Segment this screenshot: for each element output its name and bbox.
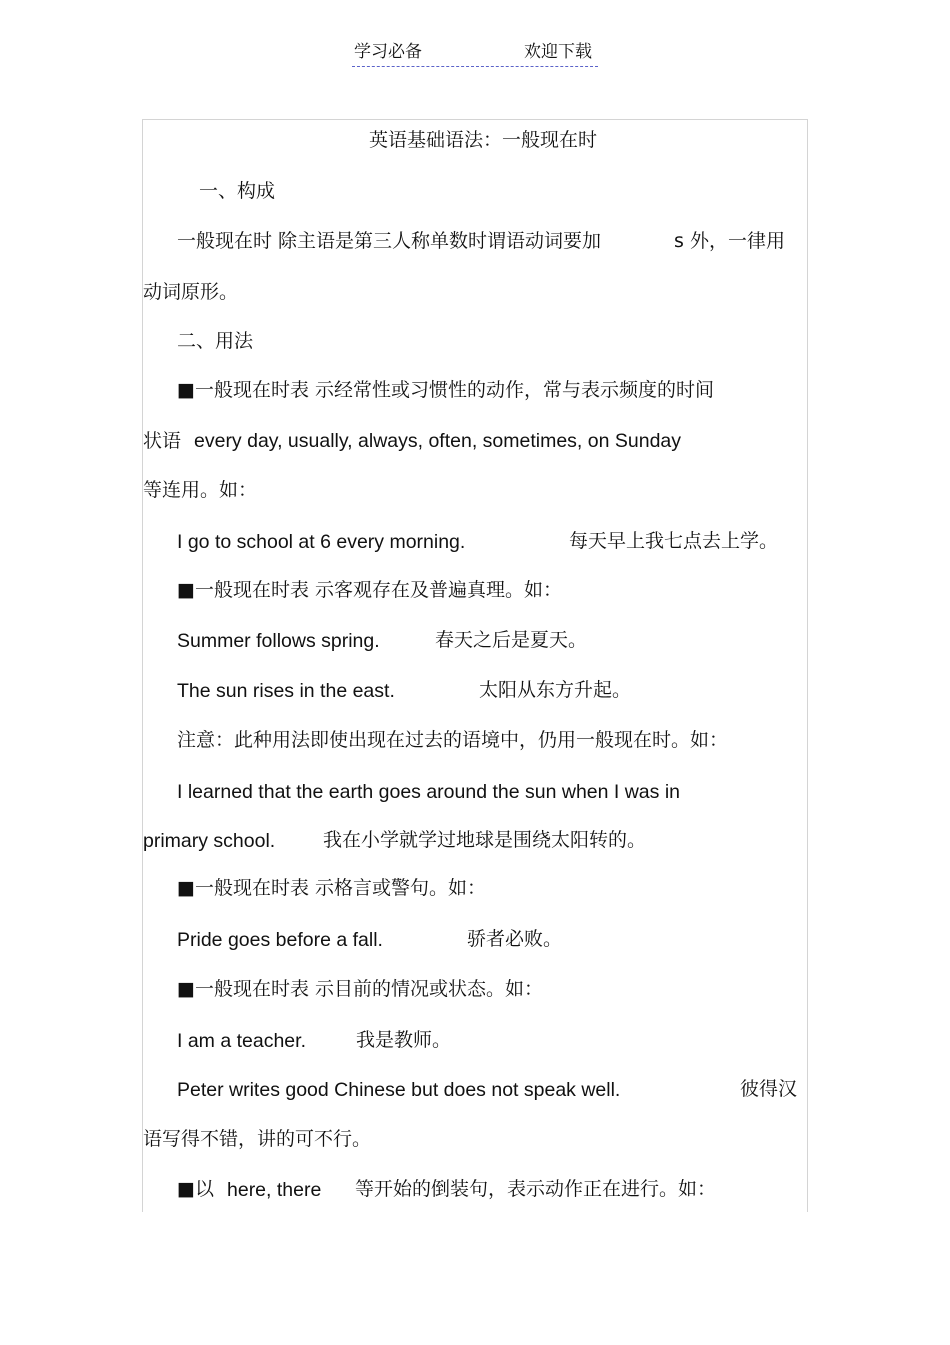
usage-text: 等连用。如： bbox=[143, 479, 258, 501]
usage-keywords-en: here, there bbox=[227, 1179, 322, 1201]
example-sentence-en: Peter writes good Chinese but does not speak well. bbox=[177, 1079, 621, 1101]
example-sentence-en: The sun rises in the east. bbox=[177, 680, 395, 702]
example-sentence-cn: 春天之后是夏天。 bbox=[435, 629, 588, 651]
usage-point: ■一般现在时表 示经常性或习惯性的动作，常与表示频度的时间 bbox=[177, 379, 714, 401]
usage-point: 等开始的倒装句，表示动作正在进行。如： bbox=[355, 1178, 717, 1200]
example-sentence-en: I learned that the earth goes around the sun when I was in bbox=[177, 781, 681, 803]
paragraph-text: 动词原形。 bbox=[143, 281, 239, 303]
example-sentence-cn: 彼得汉 bbox=[740, 1078, 798, 1100]
usage-point: ■一般现在时表 示格言或警句。如： bbox=[177, 877, 486, 899]
header-left-text: 学习必备 bbox=[354, 42, 422, 62]
section-heading-composition: 一、构成 bbox=[199, 180, 276, 202]
example-sentence-cn: 我在小学就学过地球是围绕太阳转的。 bbox=[323, 829, 647, 851]
document-title: 英语基础语法：一般现在时 bbox=[369, 129, 598, 151]
example-sentence-cn: 我是教师。 bbox=[356, 1029, 452, 1051]
paragraph-text: s 外，一律用 bbox=[674, 230, 785, 252]
example-sentence-en: primary school. bbox=[143, 830, 276, 852]
page-header bbox=[352, 40, 598, 67]
example-sentence-en: Pride goes before a fall. bbox=[177, 929, 383, 951]
paragraph-text: 一般现在时 除主语是第三人称单数时谓语动词要加 bbox=[177, 230, 602, 252]
usage-point: ■以 bbox=[177, 1178, 214, 1200]
example-sentence-en: I go to school at 6 every morning. bbox=[177, 531, 466, 553]
note-text: 注意：此种用法即使出现在过去的语境中，仍用一般现在时。如： bbox=[177, 729, 729, 751]
header-right-text: 欢迎下载 bbox=[524, 42, 592, 62]
usage-point: ■一般现在时表 示目前的情况或状态。如： bbox=[177, 978, 543, 1000]
example-sentence-cn: 语写得不错，讲的可不行。 bbox=[143, 1128, 372, 1150]
example-adverbials: every day, usually, always, often, sometimes, on Sunday bbox=[194, 430, 682, 452]
section-heading-usage: 二、用法 bbox=[177, 330, 254, 352]
example-sentence-en: I am a teacher. bbox=[177, 1030, 306, 1052]
example-sentence-cn: 骄者必败。 bbox=[467, 928, 563, 950]
usage-text: 状语 bbox=[143, 430, 182, 452]
example-sentence-cn: 太阳从东方升起。 bbox=[479, 679, 632, 701]
example-sentence-en: Summer follows spring. bbox=[177, 630, 380, 652]
usage-point: ■一般现在时表 示客观存在及普遍真理。如： bbox=[177, 579, 562, 601]
example-sentence-cn: 每天早上我七点去上学。 bbox=[569, 530, 779, 552]
